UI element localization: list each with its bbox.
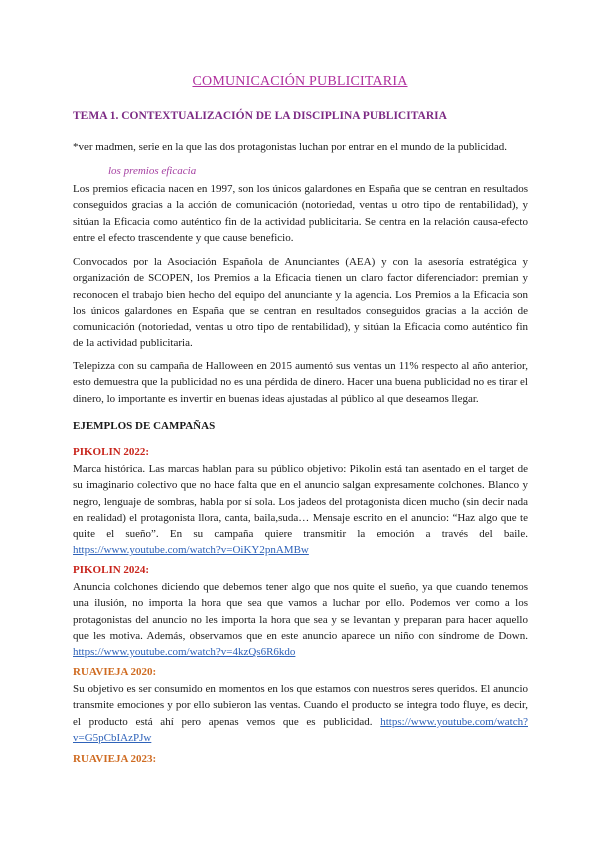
- campaign-link-ruavieja-2020[interactable]: https://www.youtube.com/watch?v=G5pCbIAzPJw: [73, 715, 528, 744]
- section-heading: EJEMPLOS DE CAMPAÑAS: [73, 420, 216, 432]
- campaign-body: Su objetivo es ser consumido en momentos en los que estamos con nuestros seres queridos. El anuncio transmite emociones y por ello subieron las ventas. Cuando el producto se integra todo fluye, es decir, el producto está ahí pero apenas vemos que es publicidad.: [73, 683, 528, 728]
- campaign-text-pikolin-2022: [73, 461, 528, 559]
- campaign-link-pikolin-2024[interactable]: https://www.youtube.com/watch?v=4kzQs6R6kdo: [73, 646, 296, 659]
- paragraph-telepizza: Telepizza con su campaña de Halloween en 2015 aumentó sus ventas un 11% respecto al año anterior, esto demuestra que la publicidad no es una pérdida de dinero. Hacer una buena publicidad no es tirar el dinero, lo importante es invertir en buenas ideas ajustadas al público al que deseamos llegar.: [73, 360, 528, 405]
- campaign-text-pikolin-2024: [73, 579, 528, 660]
- paragraph-premios: Los premios eficacia nacen en 1997, son los únicos galardones en España que se centran en resultados conseguidos gracias a la acción de comunicación (notoriedad, ventas u otro tipo de rentabilidad), y sitúan la Eficacia como auténtico fin de la actividad publicitaria. Se centra en la relación causa-efecto entre el efecto trascendente y que cause beneficio.: [73, 183, 528, 244]
- document-title: COMUNICACIÓN PUBLICITARIA: [192, 74, 408, 89]
- campaign-body: Anuncia colchones diciendo que debemos tener algo que nos quite el sueño, ya que cuando tenemos una ilusión, no importa la hora que sea que vamos a luchar por ello. Podemos ver como a los protagonistas del anuncio no les importa la hora que sea y se levantan y preparan para hacer aquello que les motiva. Además, observamos que en este anuncio aparece un niño con síndrome de Down.: [73, 581, 528, 642]
- campaign-heading-pikolin-2022: PIKOLIN 2022:: [73, 446, 150, 458]
- campaign-heading-ruavieja-2020: RUAVIEJA 2020:: [73, 666, 157, 678]
- campaign-text-ruavieja-2020: [73, 681, 528, 746]
- paragraph-convocados: Convocados por la Asociación Española de Anunciantes (AEA) y con la asesoría estratégica y organización de SCOPEN, los Premios a la Eficacia tienen un claro factor diferenciador: premian y reconocen el trabajo bien hecho del equipo del anunciante y la agencia. Los Premios a la Eficacia son los únicos galardones en España que se centran en resultados conseguidos gracias a la acción de comunicación (notoriedad, ventas u otro tipo de rentabilidad), y sitúan la Eficacia como auténtico fin de la actividad publicitaria.: [73, 256, 528, 350]
- tema-heading: TEMA 1. CONTEXTUALIZACIÓN DE LA DISCIPLINA PUBLICITARIA: [73, 110, 447, 122]
- campaign-heading-pikolin-2024: PIKOLIN 2024:: [73, 564, 150, 576]
- intro-note: *ver madmen, serie en la que las dos protagonistas luchan por entrar en el mundo de la publicidad.: [73, 141, 508, 153]
- campaign-link-pikolin-2022[interactable]: https://www.youtube.com/watch?v=OiKY2pnAMBw: [73, 544, 309, 557]
- premios-subtitle: los premios eficacia: [108, 165, 197, 177]
- campaign-body: Marca histórica. Las marcas hablan para su público objetivo: Pikolin está tan asentado en el target de su imaginario colectivo que no hace falta que en el anuncio salgan expresamente colchones. Blanco y negro, lenguaje de sombras, habla por sí sola. Los jadeos del protagonista dicen mucho (sin decir nada en realidad) el protagonista llora, canta, baila,suda… Mensaje escrito en el anuncio: “Haz algo que te quite el sueño”. En su campaña quiere transmitir la emoción a través del baile.: [73, 463, 528, 541]
- campaign-heading-ruavieja-2023: RUAVIEJA 2023:: [73, 753, 157, 765]
